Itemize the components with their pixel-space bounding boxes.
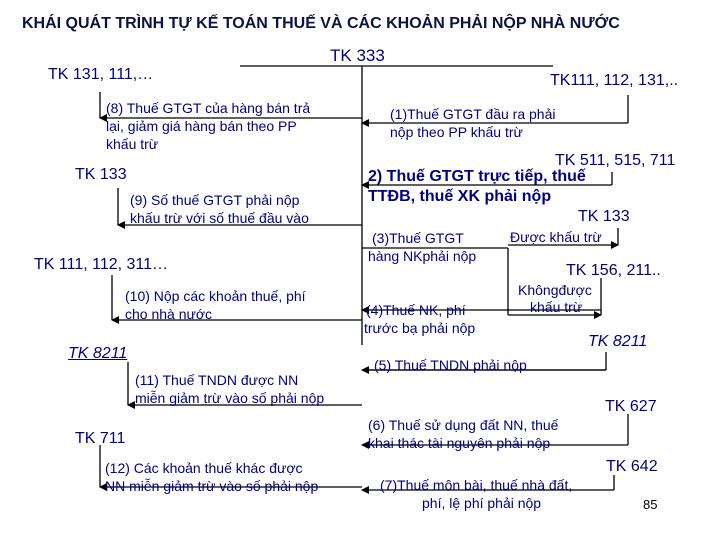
note-9-line1: (9) Số thuế GTGT phải nộp xyxy=(130,192,300,208)
note-1-line2: nộp theo PP khấu trừ xyxy=(390,124,523,140)
note-11-line2: miễn giảm trừ vào số phải nộp xyxy=(135,390,325,406)
note-4-line2: trước bạ phải nộp xyxy=(364,320,476,336)
note-10-line1: (10) Nộp các khoản thuế, phí xyxy=(125,288,306,304)
note-1-line1: (1)Thuế GTGT đầu ra phải xyxy=(390,106,556,122)
note-3-line2: hàng NKphải nộp xyxy=(368,248,477,264)
right-account-1: TK111, 112, 131,.. xyxy=(550,72,679,89)
note-12-line1: (12) Các khoản thuế khác được xyxy=(105,460,303,476)
note-4-line1: (4)Thuế NK, phí xyxy=(366,302,466,318)
right-account-3: TK 133 xyxy=(578,208,630,225)
note-2-line1: 2) Thuế GTGT trực tiếp, thuế xyxy=(368,168,586,185)
right-account-2: TK 511, 515, 711 xyxy=(555,152,676,169)
note-2-line2: TTĐB, thuế XK phải nộp xyxy=(368,188,552,205)
note-6-line2: khai thác tài nguyên phải nộp xyxy=(368,435,551,451)
note-10-line2: cho nhà nước xyxy=(125,306,213,322)
left-account-5: TK 711 xyxy=(75,430,126,447)
left-account-2: TK 133 xyxy=(75,166,127,183)
page-number: 85 xyxy=(643,497,658,512)
note-9-line2: khấu trừ với số thuế đầu vào xyxy=(130,210,309,226)
deductible-label: Được khấu trừ xyxy=(510,229,602,245)
note-5: (5) Thuế TNDN phải nộp xyxy=(374,357,527,373)
note-6-line1: (6) Thuế sử dụng đất NN, thuế xyxy=(368,417,559,433)
left-account-1: TK 131, 111,… xyxy=(48,66,154,83)
note-7-line1: (7)Thuế môn bài, thuế nhà đất, xyxy=(380,477,573,493)
note-8-line1: (8) Thuế GTGT của hàng bán trả xyxy=(106,100,311,116)
note-12-line2: NN miễn giảm trừ vào số phải nộp xyxy=(105,478,319,494)
left-account-4: TK 8211 xyxy=(68,345,128,362)
note-11-line1: (11) Thuế TNDN được NN xyxy=(135,372,299,388)
right-account-5: TK 8211 xyxy=(588,333,648,350)
nondeductible-line1: Khôngđược xyxy=(518,282,592,298)
nondeductible-line2: khấu trừ xyxy=(530,299,583,315)
note-7-line2: phí, lệ phí phải nộp xyxy=(422,495,542,511)
right-account-7: TK 642 xyxy=(606,458,658,475)
note-8-line2: lại, giảm giá hàng bán theo PP xyxy=(106,118,297,134)
note-3-line1: (3)Thuế GTGT xyxy=(372,230,464,246)
right-account-6: TK 627 xyxy=(605,398,657,415)
note-8-line3: khấu trừ xyxy=(106,136,159,152)
right-account-4: TK 156, 211.. xyxy=(566,262,661,279)
left-account-3: TK 111, 112, 311… xyxy=(34,256,169,273)
page-title: KHÁI QUÁT TRÌNH TỰ KẾ TOÁN THUẾ VÀ CÁC KHOẢN PHẢI NỘP NHÀ NƯỚC xyxy=(22,15,620,32)
center-account-label: TK 333 xyxy=(330,46,385,65)
